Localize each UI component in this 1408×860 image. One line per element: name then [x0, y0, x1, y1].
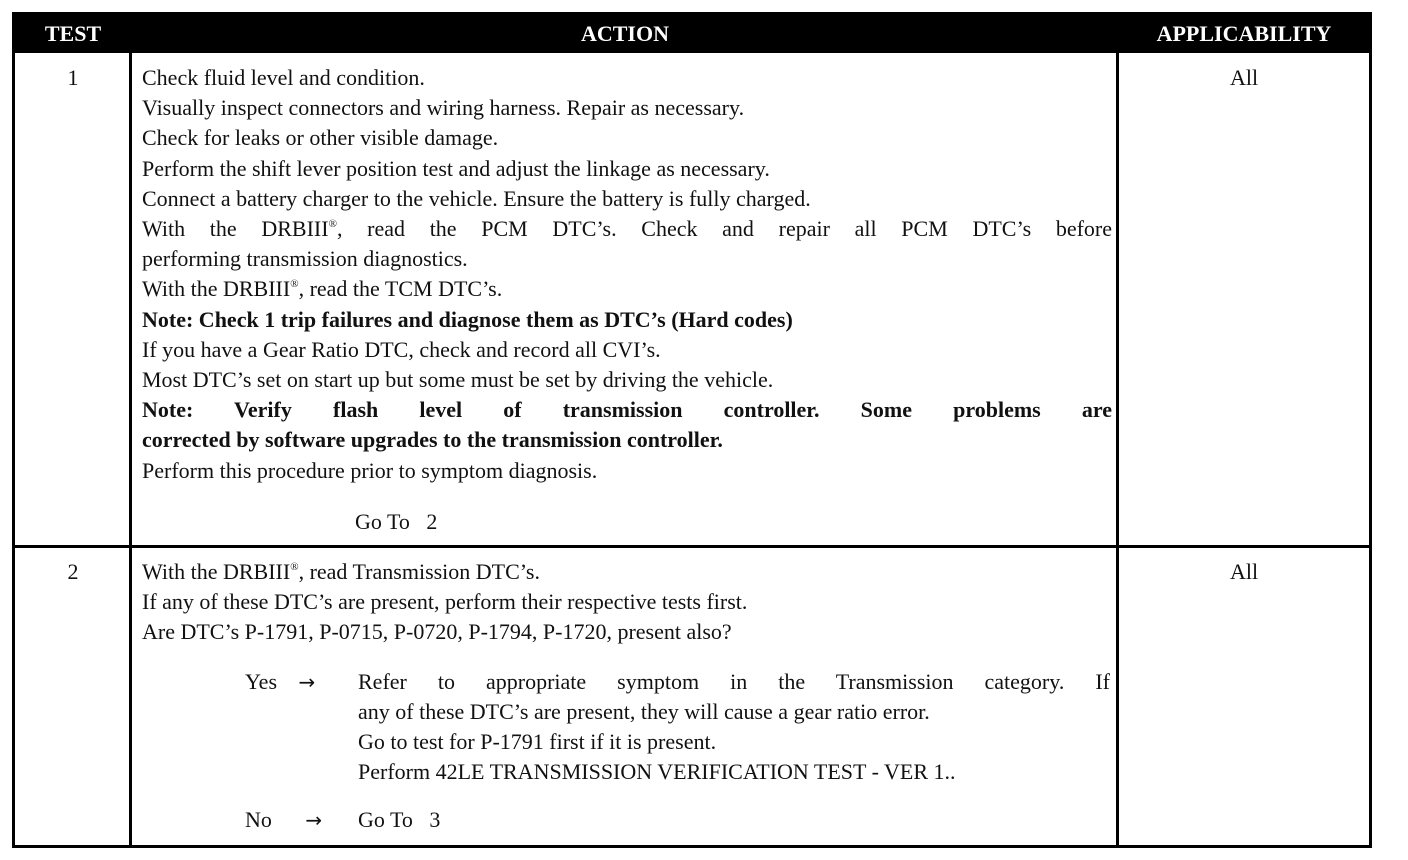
test-number: 1	[67, 65, 79, 90]
header-test: TEST	[44, 21, 102, 46]
no-branch	[245, 805, 322, 835]
header-applicability: APPLICABILITY	[1156, 21, 1332, 46]
no-goto-instruction	[358, 807, 440, 833]
action-text-row-1	[142, 63, 1112, 486]
action-line: Check for leaks or other visible damage.	[142, 125, 499, 151]
applicability-value: All	[1229, 65, 1259, 90]
action-line: If you have a Gear Ratio DTC, check and record all CVI’s.	[142, 336, 661, 362]
yes-branch-label	[245, 667, 315, 697]
action-line: With the DRBIII®, read the TCM DTC’s.	[142, 276, 503, 302]
column-divider	[1116, 53, 1119, 845]
note-line: corrected by software upgrades to the transmission controller.	[142, 427, 723, 453]
column-divider	[129, 53, 132, 845]
yes-line: any of these DTC’s are present, they will cause a gear ratio error.	[358, 699, 930, 724]
arrow-right-icon: →	[298, 670, 316, 694]
arrow-right-icon: →	[305, 808, 323, 832]
goto-value: 3	[429, 807, 441, 832]
no-label: No	[245, 807, 272, 832]
action-text-row-2	[142, 557, 1112, 648]
action-line: Perform the shift lever position test and adjust the linkage as necessary.	[142, 155, 770, 181]
note-line: Note: Check 1 trip failures and diagnose them as DTC’s (Hard codes)	[142, 306, 793, 332]
applicability-value: All	[1229, 559, 1259, 584]
action-line: performing transmission diagnostics.	[142, 246, 468, 272]
action-line: Are DTC’s P-1791, P-0715, P-0720, P-1794, P-1720, present also?	[142, 619, 732, 645]
action-line: With the DRBIII®, read Transmission DTC’s.	[142, 559, 540, 584]
goto-label: Go To	[355, 509, 410, 534]
table-header	[15, 15, 1369, 53]
action-line: Visually inspect connectors and wiring harness. Repair as necessary.	[142, 95, 745, 121]
yes-line: Go to test for P-1791 first if it is present.	[358, 729, 717, 754]
row-divider	[15, 545, 1369, 548]
test-number: 2	[67, 559, 79, 584]
header-action: ACTION	[580, 21, 669, 46]
yes-line: Perform 42LE TRANSMISSION VERIFICATION TEST - VER 1..	[358, 759, 956, 784]
action-line: Connect a battery charger to the vehicle. Ensure the battery is fully charged.	[142, 185, 811, 211]
action-line: Most DTC’s set on start up but some must be set by driving the vehicle.	[142, 367, 774, 393]
action-line: If any of these DTC’s are present, perform their respective tests first.	[142, 589, 748, 615]
yes-branch-text	[358, 667, 1110, 787]
yes-label: Yes	[245, 669, 278, 694]
action-line: With the DRBIII®, read the PCM DTC’s. Check and repair all PCM DTC’s before	[142, 216, 1112, 242]
goto-label: Go To	[358, 807, 413, 832]
note-line: Note: Verify flash level of transmission controller. Some problems are	[142, 397, 1112, 423]
action-line: Perform this procedure prior to symptom diagnosis.	[142, 457, 598, 483]
goto-instruction	[355, 509, 437, 535]
yes-line: Refer to appropriate symptom in the Transmission category. If	[358, 669, 1110, 694]
diagnostic-test-table	[12, 12, 1372, 848]
action-line: Check fluid level and condition.	[142, 65, 425, 90]
goto-value: 2	[426, 509, 438, 534]
